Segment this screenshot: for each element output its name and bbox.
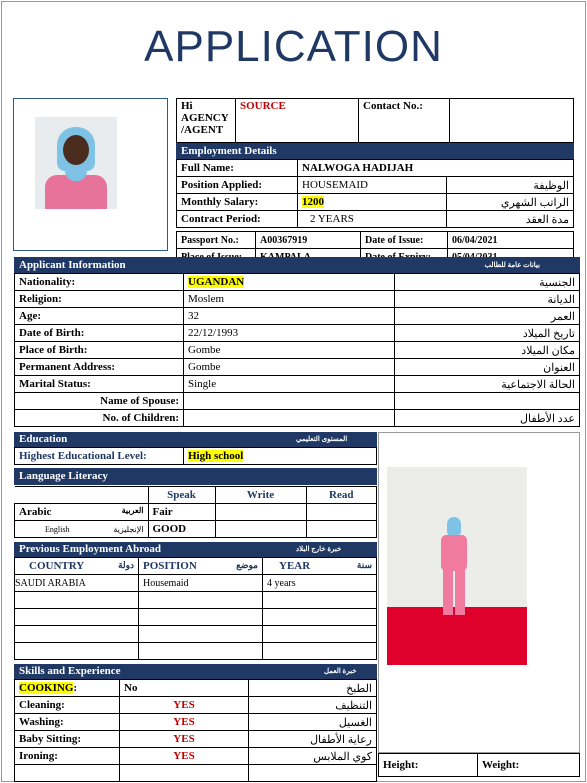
applicant-label: Nationality:: [15, 274, 184, 291]
prev-country: [15, 626, 139, 643]
employment-header: Employment Details: [176, 143, 574, 159]
applicant-row: [15, 359, 580, 376]
prev-year: [263, 592, 377, 609]
applicant-ar: الديانة: [395, 291, 580, 308]
applicant-ar: [395, 393, 580, 410]
applicant-value: 22/12/1993: [184, 325, 395, 342]
passport-no-value: A00367919: [256, 232, 361, 249]
language-arabic: Arabic العربية: [15, 504, 149, 521]
prev-position: [139, 643, 263, 660]
applicant-row: [15, 410, 580, 427]
full-name-value: NALWOGA HADIJAH: [298, 160, 574, 177]
read-header: Read: [306, 487, 377, 504]
applicant-label: No. of Children:: [15, 410, 184, 427]
prev-year: [263, 609, 377, 626]
source-cell: SOURCE: [235, 98, 359, 143]
prev-position: [139, 592, 263, 609]
skill-ar: الطبخ: [249, 680, 377, 697]
applicant-row: [15, 342, 580, 359]
skill-value: YES: [120, 748, 249, 765]
contract-ar: مدة العقد: [447, 211, 574, 228]
prev-year: 4 years: [263, 575, 377, 592]
education-level-value: High school: [188, 450, 244, 462]
applicant-value: [184, 410, 395, 427]
previous-header: [14, 542, 377, 557]
hi-label: Hi: [181, 100, 193, 112]
prev-year: [263, 626, 377, 643]
skills-table: [14, 679, 377, 782]
applicant-row: [15, 393, 580, 410]
previous-table: [14, 557, 377, 660]
applicant-ar: الجنسية: [395, 274, 580, 291]
skills-header: [14, 664, 377, 679]
prev-country: [15, 592, 139, 609]
applicant-value: 32: [184, 308, 395, 325]
skill-value: YES: [120, 714, 249, 731]
weight-label: Weight:: [478, 754, 580, 777]
education-table: [14, 447, 377, 465]
applicant-ar: العمر: [395, 308, 580, 325]
language-table: [14, 486, 377, 538]
write-header: Write: [215, 487, 306, 504]
skill-label: Washing:: [15, 714, 120, 731]
page-title: APPLICATION: [144, 22, 443, 71]
applicant-ar: تاريخ الميلاد: [395, 325, 580, 342]
skill-row: [15, 680, 377, 697]
applicant-header: [14, 257, 580, 273]
contract-value: 2 YEARS: [298, 211, 447, 228]
height-label: Height:: [379, 754, 478, 777]
previous-row: [15, 575, 377, 592]
body-measure-table: [378, 753, 580, 777]
skill-ar: كوي الملابس: [249, 748, 377, 765]
position-header: POSITION موضع: [139, 558, 263, 575]
year-header: YEAR سنة: [263, 558, 377, 575]
language-header: Language Literacy: [14, 468, 377, 485]
prev-country: [15, 609, 139, 626]
prev-country: [15, 643, 139, 660]
applicant-ar: عدد الأطفال: [395, 410, 580, 427]
applicant-label: Place of Birth:: [15, 342, 184, 359]
applicant-header-label: Applicant Information: [19, 259, 126, 271]
prev-country: SAUDI ARABIA: [15, 575, 139, 592]
skill-ar: الغسيل: [249, 714, 377, 731]
applicant-ar: العنوان: [395, 359, 580, 376]
applicant-value: UGANDAN: [184, 274, 395, 291]
prev-position: [139, 609, 263, 626]
skills-header-label: Skills and Experience: [19, 665, 121, 677]
applicant-label: Age:: [15, 308, 184, 325]
applicant-value: Single: [184, 376, 395, 393]
applicant-ar: مكان الميلاد: [395, 342, 580, 359]
skill-row: [15, 714, 377, 731]
previous-header-label: Previous Employment Abroad: [19, 543, 161, 555]
skill-row: [15, 697, 377, 714]
prev-position: Housemaid: [139, 575, 263, 592]
english-speak: GOOD: [148, 521, 215, 538]
prev-position: [139, 626, 263, 643]
speak-header: Speak: [148, 487, 215, 504]
contract-label: Contract Period:: [177, 211, 298, 228]
previous-row: [15, 609, 377, 626]
full-name-label: Full Name:: [177, 160, 298, 177]
applicant-ar: الحالة الاجتماعية: [395, 376, 580, 393]
education-header-label: Education: [19, 433, 68, 445]
previous-row: [15, 643, 377, 660]
salary-value: 1200: [302, 196, 324, 208]
applicant-label: Religion:: [15, 291, 184, 308]
applicant-row: [15, 291, 580, 308]
passport-no-label: Passport No.:: [177, 232, 256, 249]
arabic-speak: Fair: [148, 504, 215, 521]
skill-ar: رعاية الأطفال: [249, 731, 377, 748]
applicant-value: Moslem: [184, 291, 395, 308]
skill-label: Cleaning:: [15, 697, 120, 714]
salary-ar: الراتب الشهري: [447, 194, 574, 211]
contact-label: Contact No.:: [358, 98, 450, 143]
salary-label: Monthly Salary:: [177, 194, 298, 211]
fullbody-photo: [387, 467, 527, 665]
language-english: English الإنجليزية: [15, 521, 149, 538]
applicant-row: [15, 376, 580, 393]
skills-header-ar: خبرة العمل: [324, 667, 357, 675]
applicant-label: Permanent Address:: [15, 359, 184, 376]
education-level-label: Highest Educational Level:: [15, 448, 184, 465]
employment-table: [176, 159, 574, 228]
agency-label: AGENCY: [181, 112, 229, 124]
applicant-label: Name of Spouse:: [15, 393, 184, 410]
skill-value: No: [120, 680, 249, 697]
skill-value: YES: [120, 697, 249, 714]
contact-value: [449, 98, 574, 143]
country-header: COUNTRY دولة: [15, 558, 139, 575]
education-header-ar: المستوى التعليمي: [296, 435, 348, 443]
previous-row: [15, 626, 377, 643]
prev-year: [263, 643, 377, 660]
skill-row: [15, 731, 377, 748]
applicant-row: [15, 325, 580, 342]
skill-label: Ironing:: [15, 748, 120, 765]
education-header: [14, 432, 377, 447]
portrait-photo: [35, 117, 117, 209]
skill-row: [15, 748, 377, 765]
position-value: HOUSEMAID: [298, 177, 447, 194]
applicant-header-ar: بيانات عامة للطالب: [484, 261, 540, 269]
applicant-table: [14, 273, 580, 427]
agent-label: /AGENT: [181, 124, 224, 136]
skill-label: Baby Sitting:: [15, 731, 120, 748]
position-ar: الوظيفة: [447, 177, 574, 194]
skill-label: COOKING:: [15, 680, 120, 697]
applicant-value: [184, 393, 395, 410]
position-label: Position Applied:: [177, 177, 298, 194]
skill-ar: التنظيف: [249, 697, 377, 714]
applicant-row: [15, 274, 580, 291]
skill-row: [15, 765, 377, 782]
previous-row: [15, 592, 377, 609]
skill-value: YES: [120, 731, 249, 748]
applicant-value: Gombe: [184, 342, 395, 359]
agency-cell: [176, 98, 236, 143]
applicant-row: [15, 308, 580, 325]
applicant-value: Gombe: [184, 359, 395, 376]
fullbody-photo-frame: [378, 432, 580, 753]
applicant-label: Marital Status:: [15, 376, 184, 393]
issue-date-label: Date of Issue:: [361, 232, 448, 249]
portrait-photo-frame: [13, 98, 168, 251]
applicant-label: Date of Birth:: [15, 325, 184, 342]
previous-header-ar: خبرة خارج البلاد: [296, 545, 342, 553]
issue-date-value: 06/04/2021: [448, 232, 574, 249]
